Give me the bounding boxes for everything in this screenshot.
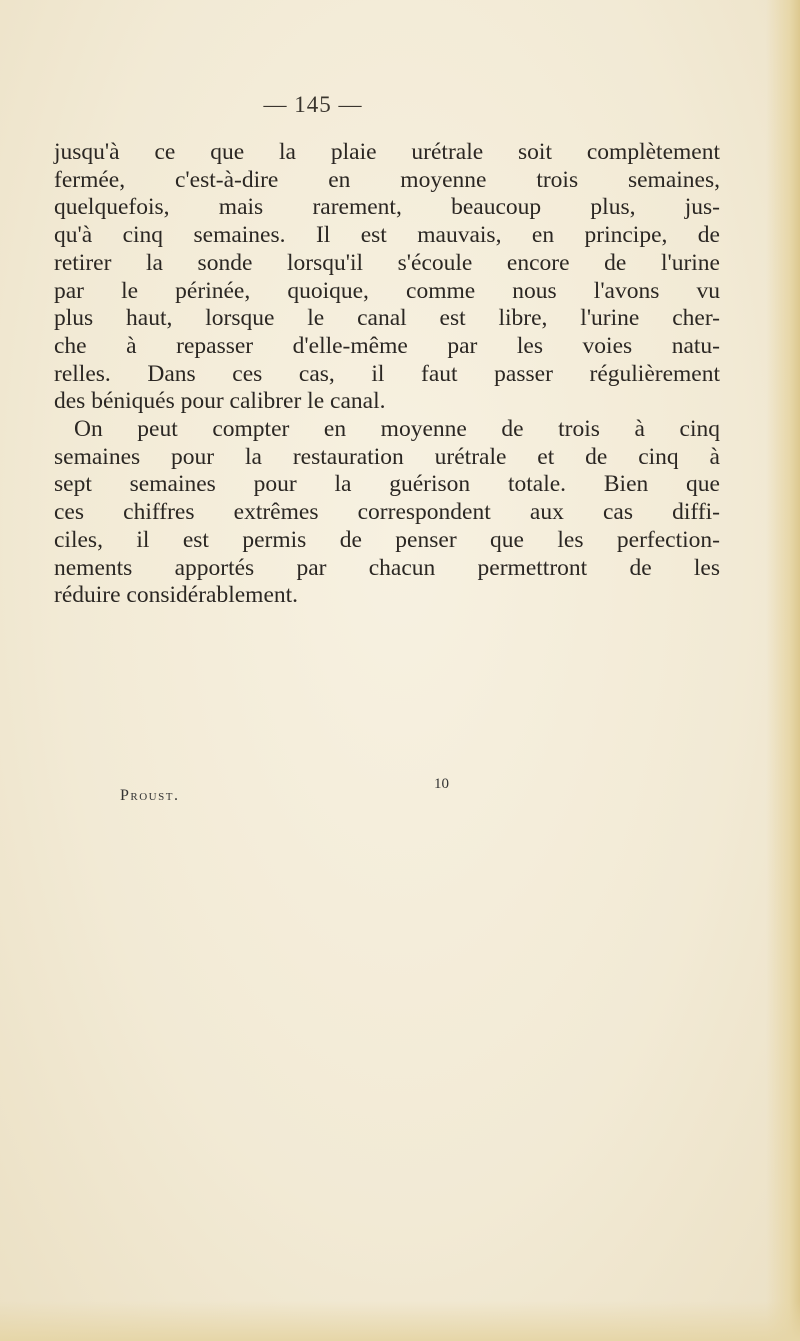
paragraph-end-line: des béniqués pour calibrer le canal. xyxy=(54,388,386,415)
body-text xyxy=(54,139,774,610)
printer-signature: Proust. xyxy=(120,787,180,804)
text-line: relles. Dans ces cas, il faut passer régulièrement xyxy=(54,360,720,387)
paragraph-start-line: On peut compter en moyenne de trois à cinq xyxy=(74,416,720,443)
text-line: sept semaines pour la guérison totale. Bien que xyxy=(54,471,720,498)
text-line: ciles, il est permis de penser que les perfection- xyxy=(54,526,720,553)
page-number-header: — 145 — xyxy=(263,92,363,117)
text-line: che à repasser d'elle-même par les voies natu- xyxy=(54,332,720,359)
text-line: ces chiffres extrêmes correspondent aux cas diffi- xyxy=(54,499,720,526)
text-line: retirer la sonde lorsqu'il s'écoule encore de l'urine xyxy=(54,249,720,276)
text-line: plus haut, lorsque le canal est libre, l'urine cher- xyxy=(54,305,720,332)
text-line: fermée, c'est-à-dire en moyenne trois semaines, xyxy=(54,166,720,193)
text-line: par le périnée, quoique, comme nous l'avons vu xyxy=(54,277,720,304)
text-line: quelquefois, mais rarement, beaucoup plus, jus- xyxy=(54,194,720,221)
paragraph-end-line: réduire considérablement. xyxy=(54,582,299,609)
text-line: nements apportés par chacun permettront de les xyxy=(54,554,720,581)
text-line: qu'à cinq semaines. Il est mauvais, en principe, de xyxy=(54,222,720,249)
text-line: jusqu'à ce que la plaie urétrale soit complètement xyxy=(54,139,720,165)
page-bottom-shading xyxy=(0,1301,800,1341)
text-line: semaines pour la restauration urétrale et de cinq à xyxy=(54,443,720,470)
sheet-number: 10 xyxy=(434,776,449,792)
